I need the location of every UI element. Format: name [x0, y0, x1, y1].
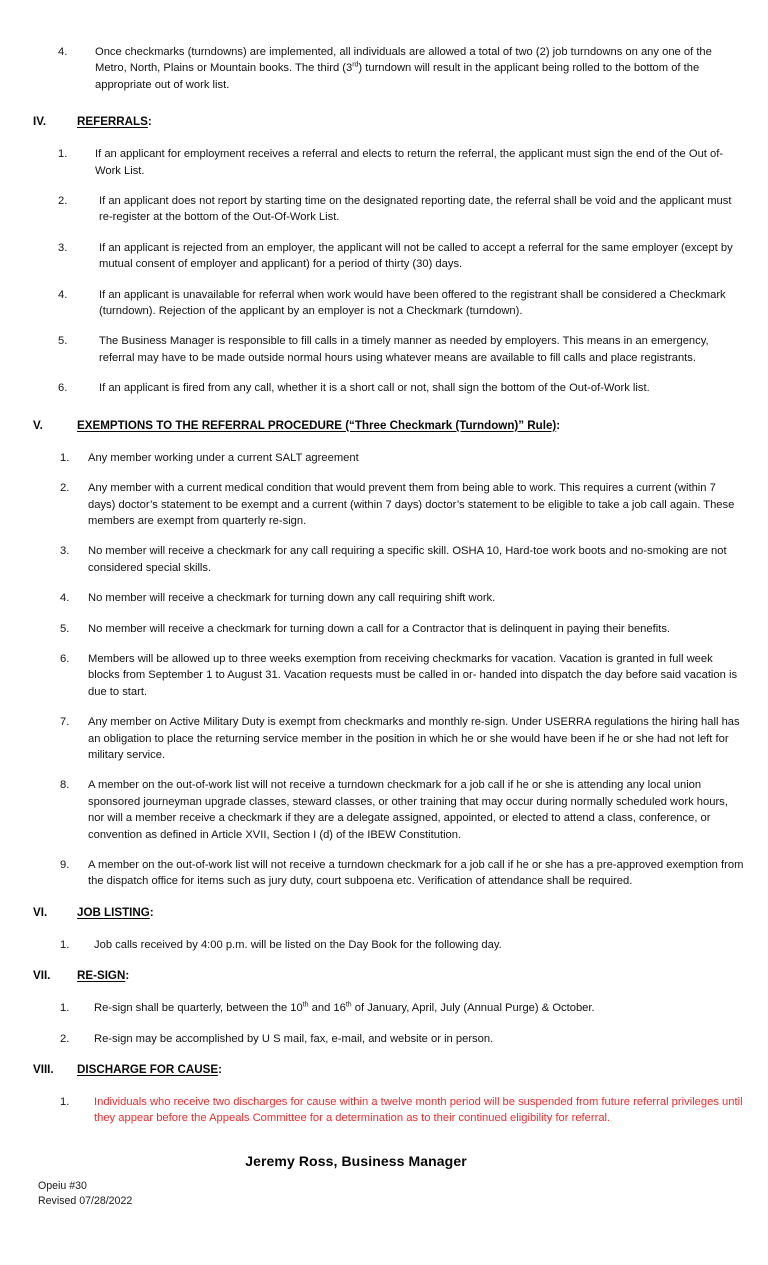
- list-item: [22, 714, 746, 763]
- list-item-text-part: of January, April, July (Annual Purge) & October.: [351, 1002, 595, 1015]
- section-numeral: VII.: [33, 969, 51, 983]
- list-item-number: 5.: [60, 622, 70, 635]
- list-item-number: 4.: [60, 592, 70, 605]
- list-item-number: 3.: [60, 545, 70, 558]
- section-title-text: EXEMPTIONS TO THE REFERRAL PROCEDURE (“Three Checkmark (Turndown)” Rule): [77, 418, 557, 432]
- list-item-text: The Business Manager is responsible to fill calls in a timely manner as needed by employers. This means in an emergency, referral may have to be made outside normal hours using whatever means are available to fill calls and place registrants.: [99, 335, 709, 364]
- footer-union-label: Opeiu #30: [38, 1179, 87, 1192]
- section-title-suffix: :: [125, 969, 130, 983]
- list-item: [22, 333, 746, 366]
- list-item-text: Any member on Active Military Duty is exempt from checkmarks and monthly re-sign. Under USERRA regulations the hiring hall has an obligation to place the returning service member in the position in which he or she would have been if he or she had not left for military service.: [88, 716, 740, 761]
- list-item-text: If an applicant is rejected from an employer, the applicant will not be called to accept a referral for the same employer (except by mutual consent of employer and applicant) for a period of thirty (30) days.: [99, 241, 733, 271]
- list-item-number: 1.: [60, 451, 70, 464]
- section-title-suffix: :: [149, 905, 154, 919]
- list-item: [22, 287, 746, 320]
- ordinal-suffix: th: [345, 1001, 352, 1009]
- list-item-text: If an applicant does not report by starting time on the designated reporting date, the referral shall be void and the applicant must re-register at the bottom of the Out-Of-Work List.: [99, 195, 732, 224]
- section-heading-referrals: [22, 113, 746, 130]
- list-item-number: 1.: [60, 1096, 70, 1109]
- list-item: [22, 146, 746, 179]
- list-item-text: A member on the out-of-work list will not receive a turndown checkmark for a job call if he or she has a pre-approved exemption from the dispatch office for items such as jury duty, court subpoena etc. Verification of attendance shall be required.: [88, 859, 744, 888]
- section-heading-discharge-for-cause: [22, 1061, 746, 1078]
- list-item-text: Individuals who receive two discharges for cause within a twelve month period will be suspended from future referral privileges until they appear before the Appeals Committee for a determination as to their continued eligibility for referral.: [94, 1096, 743, 1125]
- list-item: [22, 937, 746, 953]
- list-item-text: If an applicant is unavailable for referral when work would have been offered to the registrant shall be considered a Checkmark (turndown). Rejection of the applicant by an employer is not a Checkmark (turndown).: [99, 288, 726, 318]
- list-item-number: 2.: [60, 1032, 70, 1045]
- list-item-number: 4.: [58, 288, 68, 301]
- list-item-number: 1.: [58, 148, 68, 161]
- section-heading-job-listing: [22, 904, 746, 921]
- section-title: [77, 1061, 746, 1078]
- list-item: [22, 777, 746, 843]
- signature-line: Jeremy Ross, Business Manager: [245, 1152, 467, 1169]
- list-item-number: 1.: [60, 938, 70, 951]
- section-title: [77, 904, 746, 921]
- list-item-text: Any member working under a current SALT agreement: [88, 451, 359, 464]
- list-item: [22, 590, 746, 606]
- list-item-text-part: ) turndown will result in the applicant being rolled to the bottom of the appropriate out of work list.: [95, 62, 700, 91]
- list-item-text: A member on the out-of-work list will not receive a turndown checkmark for a job call if he or she is attending any local union sponsored journeyman upgrade classes, steward classes, or other training that may occur during normally scheduled work hours, nor will a member receive a checkmark if they are a delegate assigned, appointed, or elected to attend a class, conference, or convention as defined in Article XVII, Section I (d) of the IBEW Constitution.: [88, 779, 728, 841]
- list-item: [22, 480, 746, 529]
- list-item-number: 5.: [58, 335, 68, 348]
- list-item-text: If an applicant is fired from any call, whether it is a short call or not, shall sign the bottom of the Out-of-Work list.: [99, 382, 650, 395]
- section-title-text: REFERRALS: [77, 115, 148, 129]
- list-item-text: [88, 1000, 746, 1016]
- list-item-text-part: Re-sign shall be quarterly, between the 10: [94, 1002, 303, 1015]
- section-title: [77, 967, 746, 984]
- list-item-number: 7.: [60, 716, 70, 729]
- section-numeral: V.: [33, 418, 43, 432]
- list-item-emphasis: [22, 1094, 746, 1127]
- list-item-text: No member will receive a checkmark for turning down any call requiring shift work.: [88, 592, 496, 605]
- section-title: [77, 417, 746, 434]
- section-title-text: RE-SIGN: [77, 969, 126, 983]
- list-item-text: No member will receive a checkmark for any call requiring a specific skill. OSHA 10, Hard-toe work boots and no-smoking are not considered special skills.: [88, 545, 727, 574]
- list-item-number: 4.: [58, 46, 68, 58]
- footer-revised-date: Revised 07/28/2022: [38, 1194, 133, 1207]
- ordinal-suffix: th: [302, 1001, 309, 1009]
- list-item-number: 2.: [60, 482, 70, 495]
- section-heading-exemptions: [22, 417, 746, 434]
- list-item-text: Any member with a current medical condition that would prevent them from being able to work. This requires a current (within 7 days) doctor’s statement to be exempt and a current (within 7 days) doctor’s statement to be eligible to take a job call again. These members are exempt from quarterly re-sign.: [88, 482, 735, 527]
- list-item-number: 2.: [58, 195, 68, 208]
- list-item-text: If an applicant for employment receives a referral and elects to return the referral, the applicant must sign the end of the Out of-Work List.: [95, 148, 724, 177]
- list-item-number: 6.: [58, 382, 68, 395]
- list-item-text: Job calls received by 4:00 p.m. will be listed on the Day Book for the following day.: [94, 938, 502, 951]
- list-item: [22, 1000, 746, 1016]
- section-numeral: IV.: [33, 115, 47, 129]
- list-item-text: Re-sign may be accomplished by U S mail, fax, e-mail, and website or in person.: [94, 1032, 494, 1045]
- list-item: [22, 857, 746, 890]
- section-title-suffix: :: [147, 115, 152, 129]
- list-item-text: [95, 44, 746, 93]
- section-title-suffix: :: [556, 418, 561, 432]
- document-footer: [38, 1179, 746, 1209]
- list-item-text-part: Once checkmarks (turndowns) are implemented, all individuals are allowed a total of two (2) job turndowns on any one of the Metro, North, Plains or Mountain books. The third (3: [95, 46, 712, 75]
- list-item-number: 8.: [60, 779, 70, 792]
- section-title-text: JOB LISTING: [77, 905, 150, 919]
- section-heading-re-sign: [22, 967, 746, 984]
- list-item-text: No member will receive a checkmark for turning down a call for a Contractor that is delinquent in paying their benefits.: [88, 622, 671, 635]
- list-item-text-part: and 16: [308, 1002, 346, 1015]
- list-item: [22, 1031, 746, 1047]
- list-item-text: Members will be allowed up to three weeks exemption from receiving checkmarks for vacation. Vacation is granted in full week blocks from September 1 to August 31. Vacation requests must be called in or- handed into dispatch the day before said vacation is due to start.: [88, 652, 738, 698]
- list-item-number: 6.: [60, 652, 70, 665]
- section-title-text: DISCHARGE FOR CAUSE: [77, 1063, 219, 1077]
- list-item: [22, 44, 746, 93]
- section-numeral: VI.: [33, 905, 48, 919]
- list-item: [22, 450, 746, 466]
- ordinal-suffix: rd: [352, 61, 359, 69]
- list-item-number: 1.: [60, 1002, 70, 1015]
- list-item-number: 9.: [60, 859, 70, 871]
- section-numeral: VIII.: [33, 1063, 54, 1077]
- list-item: [22, 543, 746, 576]
- list-item: [22, 240, 746, 273]
- section-title: [77, 113, 746, 130]
- list-item: [22, 651, 746, 700]
- list-item-number: 3.: [58, 241, 68, 254]
- list-item: [22, 380, 746, 396]
- list-item: [22, 193, 746, 226]
- list-item: [22, 621, 746, 637]
- section-title-suffix: :: [218, 1063, 222, 1077]
